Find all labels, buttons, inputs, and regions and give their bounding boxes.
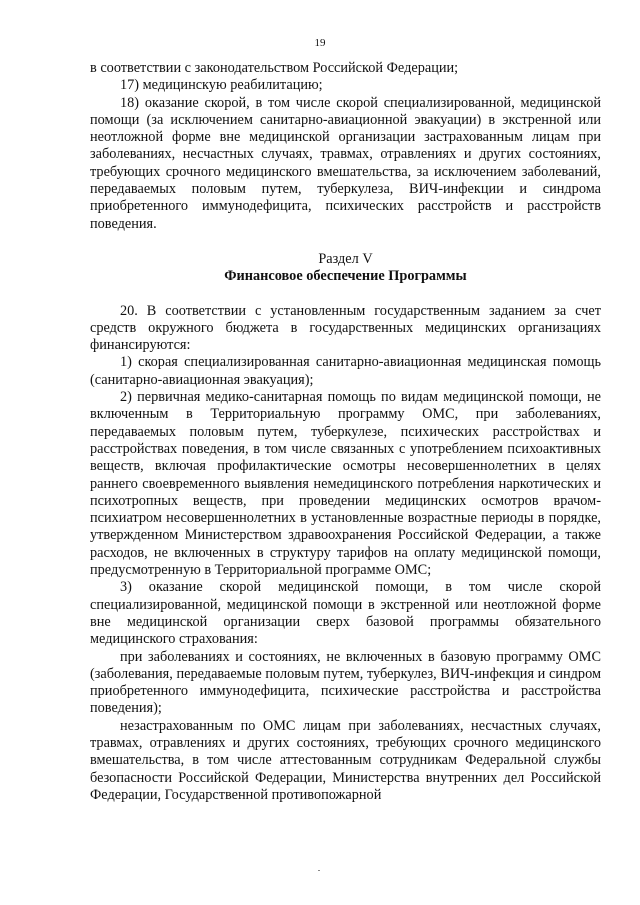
list-item-18: 18) оказание скорой, в том числе скорой специализированной, медицинской помощи (за исключением санитарно-авиационной эвакуации) в экстренной или неотложной форме вне медицинской организации застрахованным лицам при заболеваниях, несчастных случаях, травмах, отравлениях и других состояниях, требующих срочного медицинского вмешательства, за исключением заболеваний, передаваемых половым путем, туберкулеза, ВИЧ-инфекции и синдрома приобретенного иммунодефицита, психических расстройств и расстройств поведения. [90,94,601,232]
section-label: Раздел V [318,250,373,267]
scan-mark [318,870,320,871]
list-item-2: 2) первичная медико-санитарная помощь по видам медицинской помощи, не включенным в Территориальную программу ОМС, при заболеваниях, передаваемых половым путем, туберкулезе, психических расстройствах и расстройствах поведения, в том числе связанных с употреблением психоактивных веществ, включая профилактические осмотры несовершеннолетних в целях раннего своевременного выявления немедицинского потребления наркотических и психотропных веществ, при проведении медицинских осмотров врачом-психиатром несовершеннолетних в установленные возрастные периоды в порядке, утвержденном Министерством здравоохранения Российской Федерации, а также расходов, не включенных в структуру тарифов на оплату медицинской помощи, предусмотренную в Территориальной программе ОМС; [90,389,601,579]
sub-paragraph: при заболеваниях и состояниях, не включенных в базовую программу ОМС (заболевания, передаваемые половым путем, туберкулез, ВИЧ-инфекция и синдром приобретенного иммунодефицита, психические расстройства и расстройства поведения); [90,648,601,717]
list-item-3: 3) оказание скорой медицинской помощи, в том числе скорой специализированной, медицинской помощи в экстренной или неотложной форме вне медицинской организации сверх базовой программы обязательного медицинского страхования: [90,579,601,648]
section-title: Финансовое обеспечение Программы [224,268,467,285]
list-item-17: 17) медицинскую реабилитацию; [120,77,323,94]
page-number: 19 [314,37,326,49]
sub-paragraph: незастрахованным по ОМС лицам при заболеваниях, несчастных случаях, травмах, отравлениях и других состояниях, требующих срочного медицинского вмешательства, в том числе аттестованным сотрудникам Федеральной службы безопасности Российской Федерации, Министерства внутренних дел Российской Федерации, Государственной противопожарной [90,717,601,803]
list-item-1: 1) скорая специализированная санитарно-авиационная медицинская помощь (санитарно-авиационная эвакуация); [90,354,601,388]
paragraph: в соответствии с законодательством Российской Федерации; [90,60,459,76]
paragraph-20: 20. В соответствии с установленным государственным заданием за счет средств окружного бюджета в государственных медицинских организациях финансируются: [90,302,601,354]
page-content [90,60,601,804]
